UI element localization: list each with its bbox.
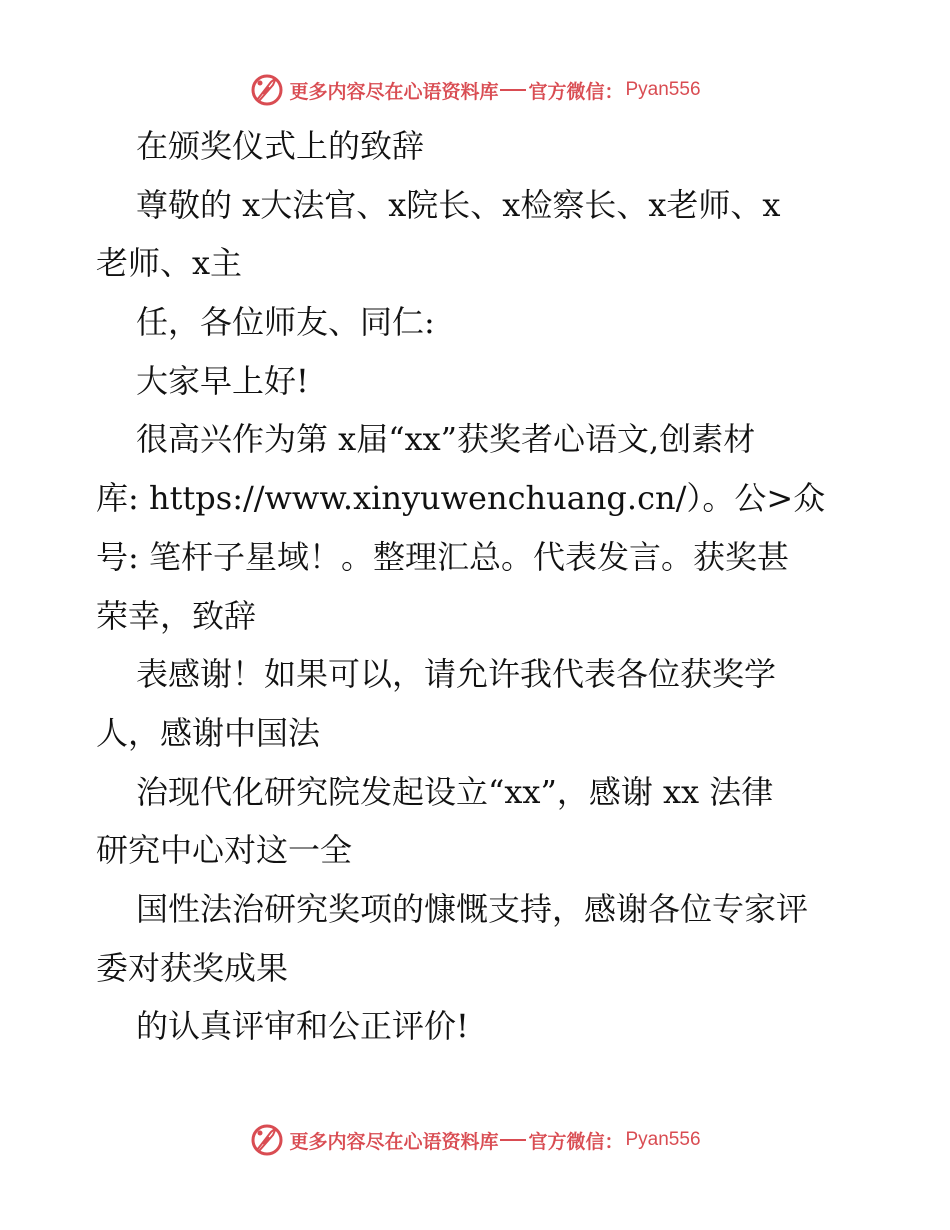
banner-wechat-id: Pyan556 — [625, 1129, 701, 1150]
text-line: 尊敬的 x大法官、x院长、x检察长、x老师、x — [136, 185, 781, 224]
text-line: 很高兴作为第 x届“xx”获奖者心语文,创素材 — [136, 420, 756, 459]
text-line: 治现代化研究院发起设立“xx”，感谢 xx 法律 — [136, 772, 774, 811]
text-line: 库: https://www.xinyuwenchuang.cn/）。公>众 — [96, 479, 826, 518]
text-line: 表感谢！如果可以，请允许我代表各位获奖学 — [136, 655, 777, 694]
text-line: 号: 笔杆子星域！。整理汇总。代表发言。获奖甚 — [96, 537, 789, 576]
header-watermark-banner — [0, 70, 950, 110]
banner-dash — [500, 89, 526, 91]
text-line: 荣幸，致辞 — [96, 596, 257, 635]
text-line: 任，各位师友、同仁: — [136, 303, 435, 342]
text-line: 人，感谢中国法 — [96, 713, 321, 752]
text-line: 研究中心对这一全 — [96, 831, 353, 870]
text-line: 老师、x主 — [96, 244, 243, 283]
banner-main-text: 更多内容尽在心语资料库 — [289, 80, 499, 103]
quill-pen-logo-icon — [249, 72, 285, 108]
document-title: 在颁奖仪式上的致辞 — [136, 127, 425, 165]
banner-sub-text: 官方微信： — [528, 1130, 624, 1153]
quill-pen-logo-icon — [249, 1122, 285, 1158]
banner-main-text: 更多内容尽在心语资料库 — [289, 1130, 499, 1153]
banner-wechat-id: Pyan556 — [625, 79, 701, 100]
banner-dash — [500, 1139, 526, 1141]
text-line: 大家早上好! — [136, 361, 309, 400]
document-body — [96, 117, 866, 1056]
banner-sub-text: 官方微信： — [528, 80, 624, 103]
footer-watermark-banner — [0, 1120, 950, 1160]
text-line: 的认真评审和公正评价! — [136, 1007, 469, 1046]
text-line: 国性法治研究奖项的慷慨支持，感谢各位专家评 — [136, 889, 809, 928]
text-line: 委对获奖成果 — [96, 948, 289, 987]
